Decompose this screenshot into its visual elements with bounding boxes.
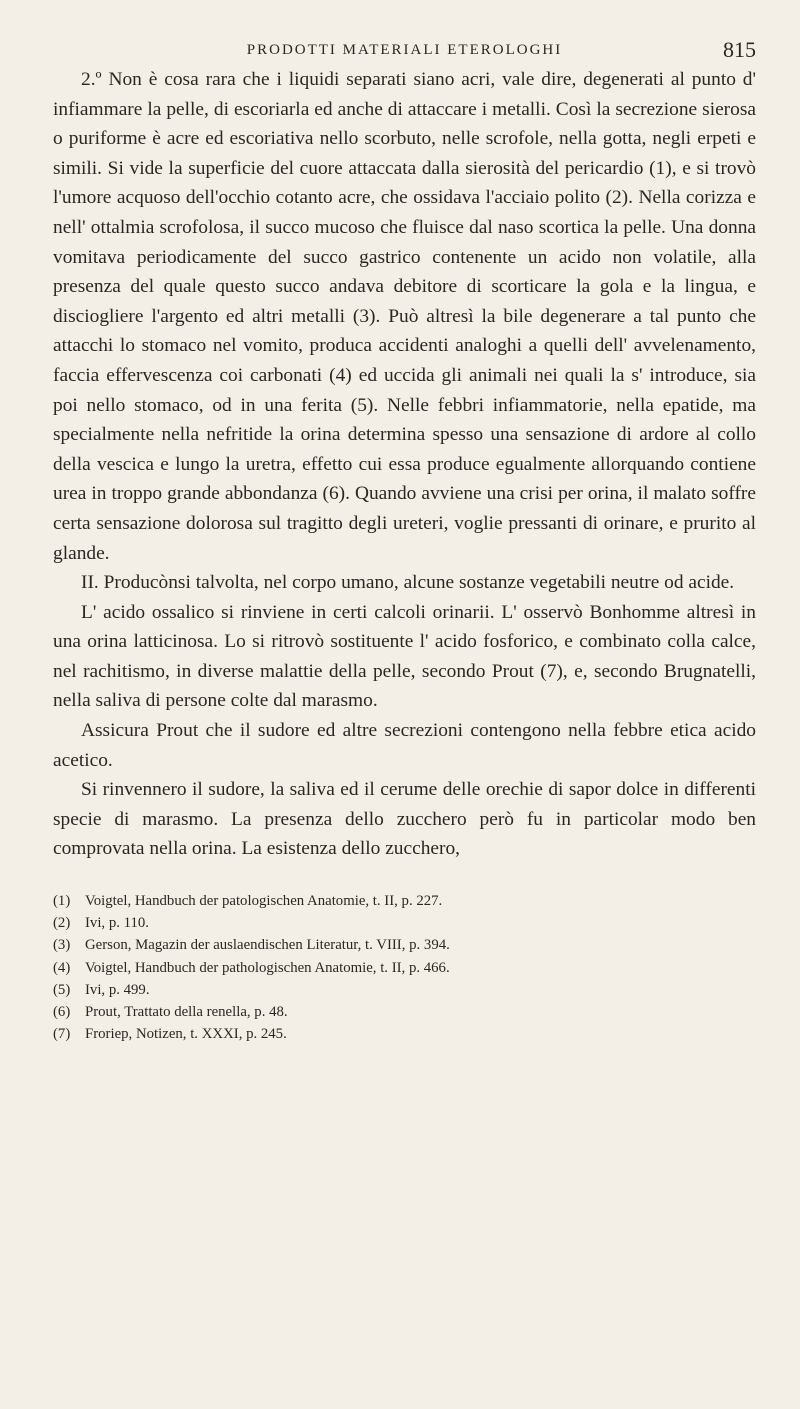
footnote-number: (4) xyxy=(53,959,71,976)
paragraph: 2.º Non è cosa rara che i liquidi separati siano acri, vale dire, degenerati al punto d' infiammare la pelle, di escoriarla ed anche di attaccare i metalli. Così la secrezione sierosa o puriforme è acre ed escoriativa nello scorbuto, nelle scrofole, nella gotta, negli erpeti e simili. Si vide la superficie del cuore attaccata dalla sierosità del pericardio (1), e si trovò l'umore acquoso dell'occhio cotanto acre, che ossidava l'acciaio polito (2). Nella corizza e nell' ottalmia scrofolosa, il succo mucoso che fluisce dal naso scortica la pelle. Una donna vomitava periodicamente del succo gastrico contenente un acido non volatile, alla presenza del quale questo succo andava debitore di scorticare la gola e la lingua, e disciogliere l'argento ed altri metalli (3). Può altresì la bile degenerare a tal punto che attacchi lo stomaco nel vomito, produca accidenti analoghi a quelli dell' avvelenamento, faccia effervescenza coi carbonati (4) ed uccida gli animali nei quali la s' introduce, sia poi nello stomaco, od in una ferita (5). Nelle febbri infiammatorie, nella epatide, ma specialmente nella nefritide la orina determina spesso una sensazione di ardore al collo della vescica e lungo la uretra, effetto cui essa produce egualmente allorquando contiene urea in troppo grande abbondanza (6). Quando avviene una crisi per orina, il malato soffre certa sensazione dolorosa sul tragitto degli ureteri, voglie pressanti di orinare, e prurito al glande. xyxy=(53,69,756,564)
paragraph: Si rinvennero il sudore, la saliva ed il cerume delle orechie di sapor dolce in differenti specie di marasmo. La presenza dello zucchero però fu in particolar modo ben comprovata nella orina. La esistenza dello zucchero, xyxy=(53,779,756,860)
footnote xyxy=(53,1023,756,1045)
paragraph: L' acido ossalico si rinviene in certi calcoli orinarii. L' osservò Bonhomme altresì in una orina latticinosa. Lo si ritrovò sostituente l' acido fosforico, e combinato colla calce, nel rachitismo, in diverse malattie della pelle, secondo Prout (7), e, secondo Brugnatelli, nella saliva di persone colte dal marasmo. xyxy=(53,601,756,712)
body-text xyxy=(53,65,756,864)
footnote-source: Gerson, Magazin der auslaendischen Literatur, t. VIII, p. 394. xyxy=(85,937,450,954)
paragraph: Assicura Prout che il sudore ed altre secrezioni contengono nella febbre etica acido acetico. xyxy=(53,720,756,771)
footnote-source: Froriep, Notizen, t. XXXI, p. 245. xyxy=(85,1026,287,1043)
footnote-number: (2) xyxy=(53,915,71,932)
footnote-source: Ivi, p. 499. xyxy=(85,981,150,998)
footnote-source: Ivi, p. 110. xyxy=(85,915,149,932)
footnote xyxy=(53,912,756,934)
footnote xyxy=(53,1001,756,1023)
footnote xyxy=(53,957,756,979)
page-number: 815 xyxy=(723,37,756,62)
footnote-number: (3) xyxy=(53,937,71,954)
paragraph: II. Producònsi talvolta, nel corpo umano, alcune sostanze vegetabili neutre od acide. xyxy=(81,572,735,594)
footnote-number: (6) xyxy=(53,1004,71,1021)
footnote xyxy=(53,934,756,956)
footnote xyxy=(53,979,756,1001)
footnote-source: Voigtel, Handbuch der patologischen Anatomie, t. II, p. 227. xyxy=(85,893,443,910)
footnote xyxy=(53,890,756,912)
page-header xyxy=(53,36,756,64)
footnote-source: Prout, Trattato della renella, p. 48. xyxy=(85,1004,288,1021)
running-title: PRODOTTI MATERIALI ETEROLOGHI xyxy=(246,42,563,58)
footnotes xyxy=(53,890,756,1045)
footnote-source: Voigtel, Handbuch der pathologischen Anatomie, t. II, p. 466. xyxy=(85,959,450,976)
footnote-number: (5) xyxy=(53,981,71,998)
footnote-number: (1) xyxy=(53,893,71,910)
footnote-number: (7) xyxy=(53,1026,71,1043)
